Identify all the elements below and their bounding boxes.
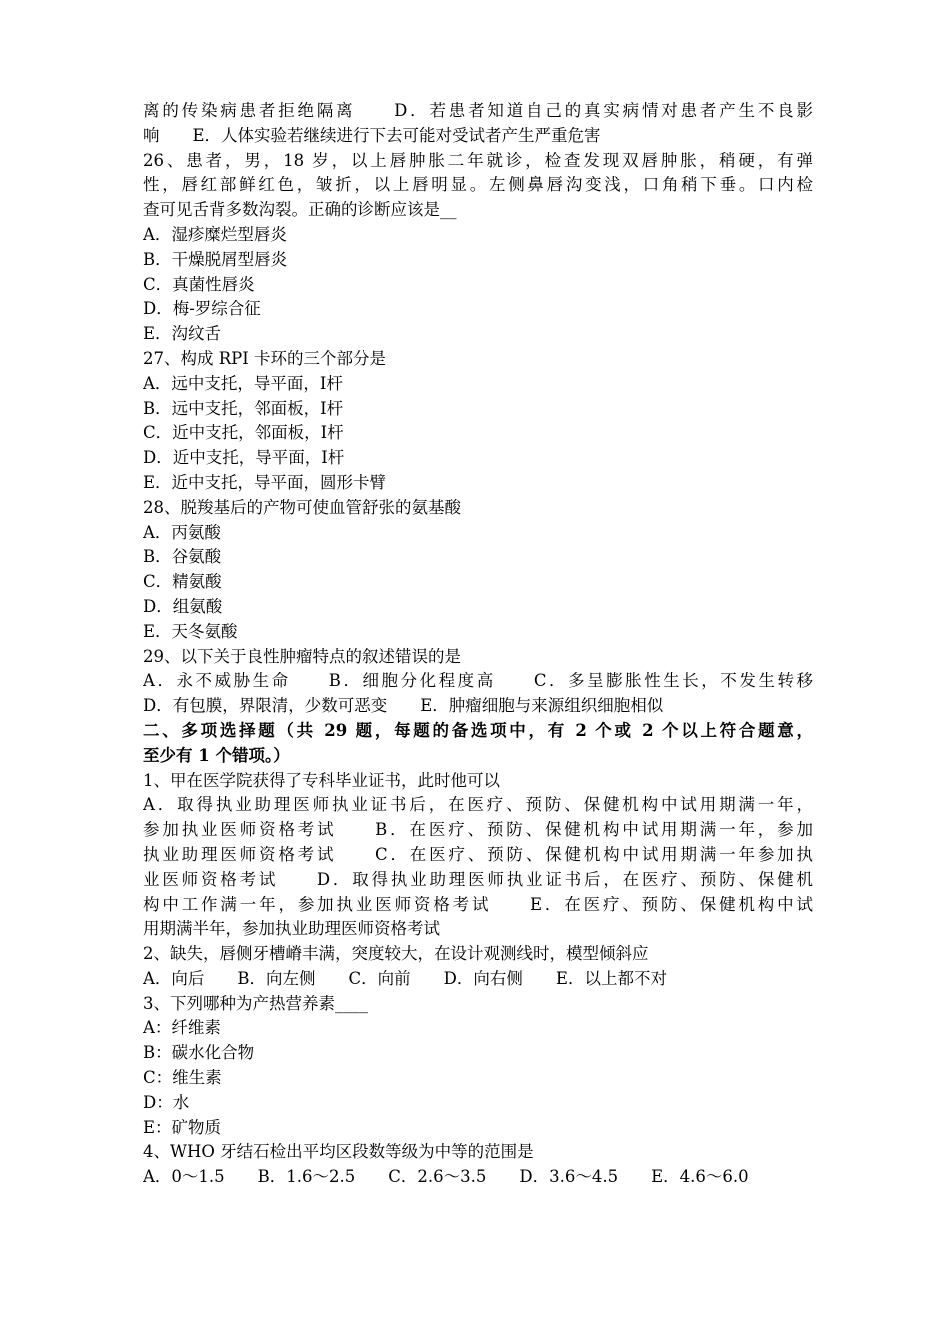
text-line: D．近中支托，导平面，Ⅰ杆 (143, 448, 345, 468)
text-line: E．天冬氨酸 (143, 621, 238, 641)
text-line: 查可见舌背多数沟裂。正确的诊断应该是__ (143, 200, 457, 220)
text-line: C：维生素 (143, 1068, 222, 1088)
text-line: 参加执业医师资格考试 B．在医疗、预防、保健机构中试用期满一年，参加 (143, 820, 813, 840)
text-line: 性，唇红部鲜红色，皱折，以上唇明显。左侧鼻唇沟变浅，口角稍下垂。口内检 (143, 175, 813, 195)
section-heading-line: 至少有 1 个错项。） (143, 745, 290, 765)
text-line: 1、甲在医学院获得了专科毕业证书，此时他可以 (143, 770, 500, 790)
section-heading-line: 二、多项选择题（共 29 题，每题的备选项中，有 2 个或 2 个以上符合题意， (143, 720, 813, 740)
text-line: A．湿疹糜烂型唇炎 (143, 224, 287, 244)
text-line: A．远中支托，导平面，Ⅰ杆 (143, 373, 343, 393)
text-line: 2、缺失，唇侧牙槽嵴丰满，突度较大，在设计观测线时，模型倾斜应 (143, 944, 649, 964)
text-line: 28、脱羧基后的产物可使血管舒张的氨基酸 (143, 497, 461, 517)
text-line: A．丙氨酸 (143, 522, 221, 542)
text-line: D：水 (143, 1092, 190, 1112)
text-line: C．精氨酸 (143, 572, 222, 592)
text-line: 离的传染病患者拒绝隔离 D．若患者知道自己的真实病情对患者产生不良影 (143, 101, 813, 120)
text-line: B．谷氨酸 (143, 547, 222, 567)
text-line: C．真菌性唇炎 (143, 274, 255, 294)
text-line: E：矿物质 (143, 1117, 222, 1137)
text-line: A：纤维素 (143, 1018, 221, 1038)
text-line: 27、构成 RPI 卡环的三个部分是 (143, 348, 387, 368)
text-line: 执业助理医师资格考试 C．在医疗、预防、保健机构中试用期满一年参加执 (143, 844, 813, 864)
text-line: A．永不威胁生命 B．细胞分化程度高 C．多呈膨胀性生长，不发生转移 (143, 671, 813, 691)
text-line: 响 E．人体实验若继续进行下去可能对受试者产生严重危害 (143, 125, 601, 145)
text-line: 29、以下关于良性肿瘤特点的叙述错误的是 (143, 646, 461, 666)
document-body (143, 99, 813, 1190)
text-line: D．梅-罗综合征 (143, 299, 261, 319)
text-line: E．沟纹舌 (143, 324, 222, 344)
text-line: 26、患者，男，18 岁，以上唇肿胀二年就诊，检查发现双唇肿胀，稍硬，有弹 (143, 150, 813, 170)
text-line: 4、WHO 牙结石检出平均区段数等级为中等的范围是 (143, 1142, 534, 1162)
text-line: D．有包膜，界限清，少数可恶变 E．肿瘤细胞与来源组织细胞相似 (143, 696, 664, 716)
text-line: B．远中支托，邻面板，Ⅰ杆 (143, 398, 344, 418)
text-line: 用期满半年，参加执业助理医师资格考试 (143, 919, 440, 939)
text-line: 业医师资格考试 D．取得执业助理医师执业证书后，在医疗、预防、保健机 (143, 869, 813, 889)
text-line: 构中工作满一年，参加执业医师资格考试 E．在医疗、预防、保健机构中试 (143, 894, 813, 914)
text-line: A．取得执业助理医师执业证书后，在医疗、预防、保健机构中试用期满一年， (143, 795, 813, 815)
text-line: 3、下列哪种为产热营养素____ (143, 993, 368, 1013)
text-line: C．近中支托，邻面板，Ⅰ杆 (143, 423, 344, 443)
text-line: B：碳水化合物 (143, 1043, 255, 1063)
text-line: D．组氨酸 (143, 596, 223, 616)
text-line: A．向后 B．向左侧 C．向前 D．向右侧 E．以上都不对 (143, 968, 667, 988)
text-line: B．干燥脱屑型唇炎 (143, 249, 288, 269)
text-line: A．0～1.5 B．1.6～2.5 C．2.6～3.5 D．3.6～4.5 E．4.6～6.0 (143, 1167, 749, 1187)
text-line: E．近中支托，导平面，圆形卡臂 (143, 472, 387, 492)
